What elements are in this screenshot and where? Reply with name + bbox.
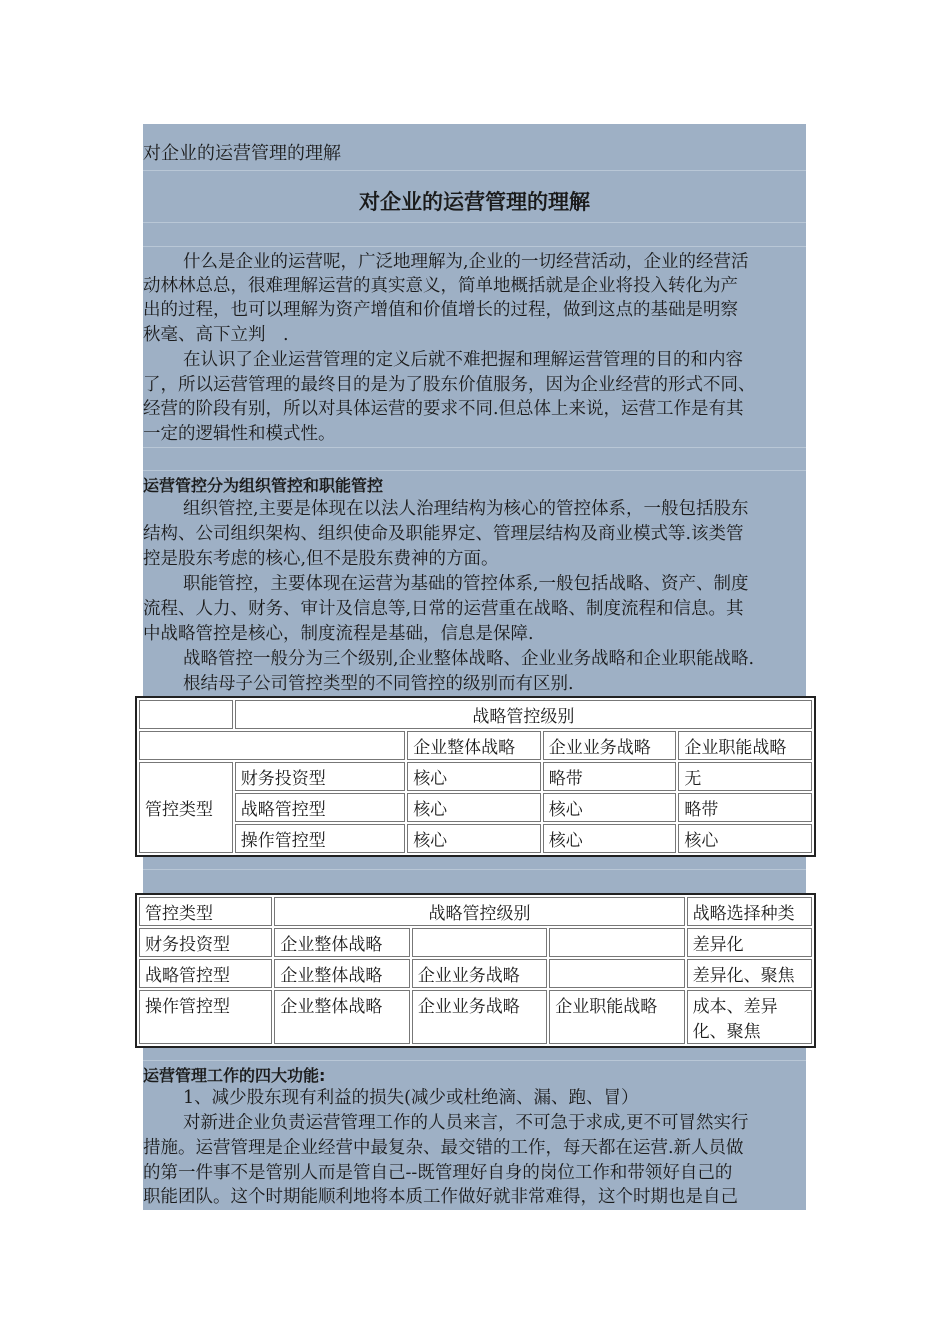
paragraph-line: 职能管控，主要体现在运营为基础的管控体系,一般包括战略、资产、制度 — [183, 574, 749, 594]
column-header: 管控类型 — [139, 897, 272, 926]
table-cell: 核心 — [407, 793, 541, 822]
table-cell: 差异化 — [687, 928, 812, 957]
rule — [143, 222, 806, 223]
paragraph-line: 根结母子公司管控类型的不同管控的级别而有区别. — [183, 674, 574, 694]
rule — [143, 246, 806, 247]
paragraph-line: 流程、人力、财务、审计及信息等,日常的运营重在战略、制度流程和信息。其 — [143, 599, 744, 619]
paragraph-line: 一定的逻辑性和模式性。 — [143, 424, 336, 444]
paragraph-line: 职能团队。这个时期能顺利地将本质工作做好就非常难得，这个时期也是自己 — [143, 1187, 738, 1207]
section-heading: 运营管理工作的四大功能: — [143, 1066, 326, 1085]
paragraph-line: 什么是企业的运营呢，广泛地理解为,企业的一切经营活动，企业的经营活 — [183, 252, 749, 272]
column-header: 战略管控级别 — [274, 897, 684, 926]
column-header: 企业整体战略 — [407, 731, 541, 760]
paragraph-line: 秋毫、高下立判 . — [143, 325, 289, 345]
table-cell: 略带 — [678, 793, 812, 822]
cell-line: 化、聚焦 — [692, 1022, 761, 1042]
row-label: 操作管控型 — [235, 824, 405, 853]
table-cell: 无 — [678, 762, 812, 791]
table-cell — [412, 928, 547, 957]
paragraph-line: 出的过程，也可以理解为资产增值和价值增长的过程，做到这点的基础是明察 — [143, 300, 738, 320]
paragraph-line: 的第一件事不是管别人而是管自己--既管理好自身的岗位工作和带领好自己的 — [143, 1163, 733, 1183]
table-cell: 核心 — [543, 793, 677, 822]
table-cell — [549, 959, 684, 988]
table-cell: 略带 — [543, 762, 677, 791]
paragraph-line: 动林林总总，很难理解运营的真实意义，简单地概括就是企业将投入转化为产 — [143, 276, 738, 296]
table-header: 战略管控级别 — [235, 700, 812, 729]
rule — [143, 447, 806, 448]
row-label: 财务投资型 — [235, 762, 405, 791]
paragraph-line: 控是股东考虑的核心,但不是股东费神的方面。 — [143, 549, 499, 569]
paragraph-line: 组织管控,主要是体现在以法人治理结构为核心的管控体系，一般包括股东 — [183, 499, 749, 519]
table-cell — [687, 990, 812, 1044]
rule — [143, 470, 806, 471]
table-cell: 差异化、聚焦 — [687, 959, 812, 988]
document-small-title: 对企业的运营管理的理解 — [143, 143, 341, 164]
table-cell: 企业整体战略 — [274, 959, 409, 988]
table-cell: 企业整体战略 — [274, 928, 409, 957]
section-heading: 运营管控分为组织管控和职能管控 — [143, 476, 384, 495]
table-cell: 企业业务战略 — [412, 990, 547, 1044]
table-cell-empty — [139, 700, 233, 729]
paragraph-line: 1、减少股东现有利益的损失(减少或杜绝滴、漏、跑、冒） — [183, 1088, 639, 1108]
paragraph-line: 措施。运营管理是企业经营中最复杂、最交错的工作，每天都在运营.新人员做 — [143, 1138, 744, 1158]
rule — [143, 1060, 806, 1061]
row-group-label: 管控类型 — [139, 762, 233, 853]
document-main-title: 对企业的运营管理的理解 — [359, 190, 590, 214]
paragraph-line: 在认识了企业运营管理的定义后就不难把握和理解运营管理的目的和内容 — [183, 350, 743, 370]
table-cell — [549, 928, 684, 957]
table-cell: 企业整体战略 — [274, 990, 409, 1044]
row-label: 战略管控型 — [235, 793, 405, 822]
paragraph-line: 了，所以运营管理的最终目的是为了股东价值服务，因为企业经营的形式不同、 — [143, 375, 756, 395]
table-cell: 核心 — [407, 824, 541, 853]
table-cell: 企业业务战略 — [412, 959, 547, 988]
table-cell: 核心 — [543, 824, 677, 853]
column-header: 企业职能战略 — [678, 731, 812, 760]
rule — [143, 170, 806, 171]
paragraph-line: 战略管控一般分为三个级别,企业整体战略、企业业务战略和企业职能战略. — [183, 649, 755, 669]
paragraph-line: 对新进企业负责运营管理工作的人员来言，不可急于求成,更不可冒然实行 — [183, 1113, 749, 1133]
row-label: 战略管控型 — [139, 959, 272, 988]
table-cell: 核心 — [407, 762, 541, 791]
paragraph-line: 中战略管控是核心，制度流程是基础，信息是保障. — [143, 624, 534, 644]
strategy-level-table — [135, 696, 816, 857]
strategy-choice-table — [135, 893, 816, 1048]
column-header: 战略选择种类 — [687, 897, 812, 926]
paragraph-line: 经营的阶段有别，所以对具体运营的要求不同.但总体上来说，运营工作是有其 — [143, 399, 744, 419]
column-header: 企业业务战略 — [543, 731, 677, 760]
table-cell-empty — [139, 731, 405, 760]
paragraph-line: 结构、公司组织架构、组织使命及职能界定、管理层结构及商业模式等.该类管 — [143, 524, 744, 544]
row-label: 财务投资型 — [139, 928, 272, 957]
table-cell: 企业职能战略 — [549, 990, 684, 1044]
cell-line: 成本、差异 — [692, 997, 778, 1017]
row-label: 操作管控型 — [139, 990, 272, 1044]
table-cell: 核心 — [678, 824, 812, 853]
rule — [143, 869, 806, 870]
